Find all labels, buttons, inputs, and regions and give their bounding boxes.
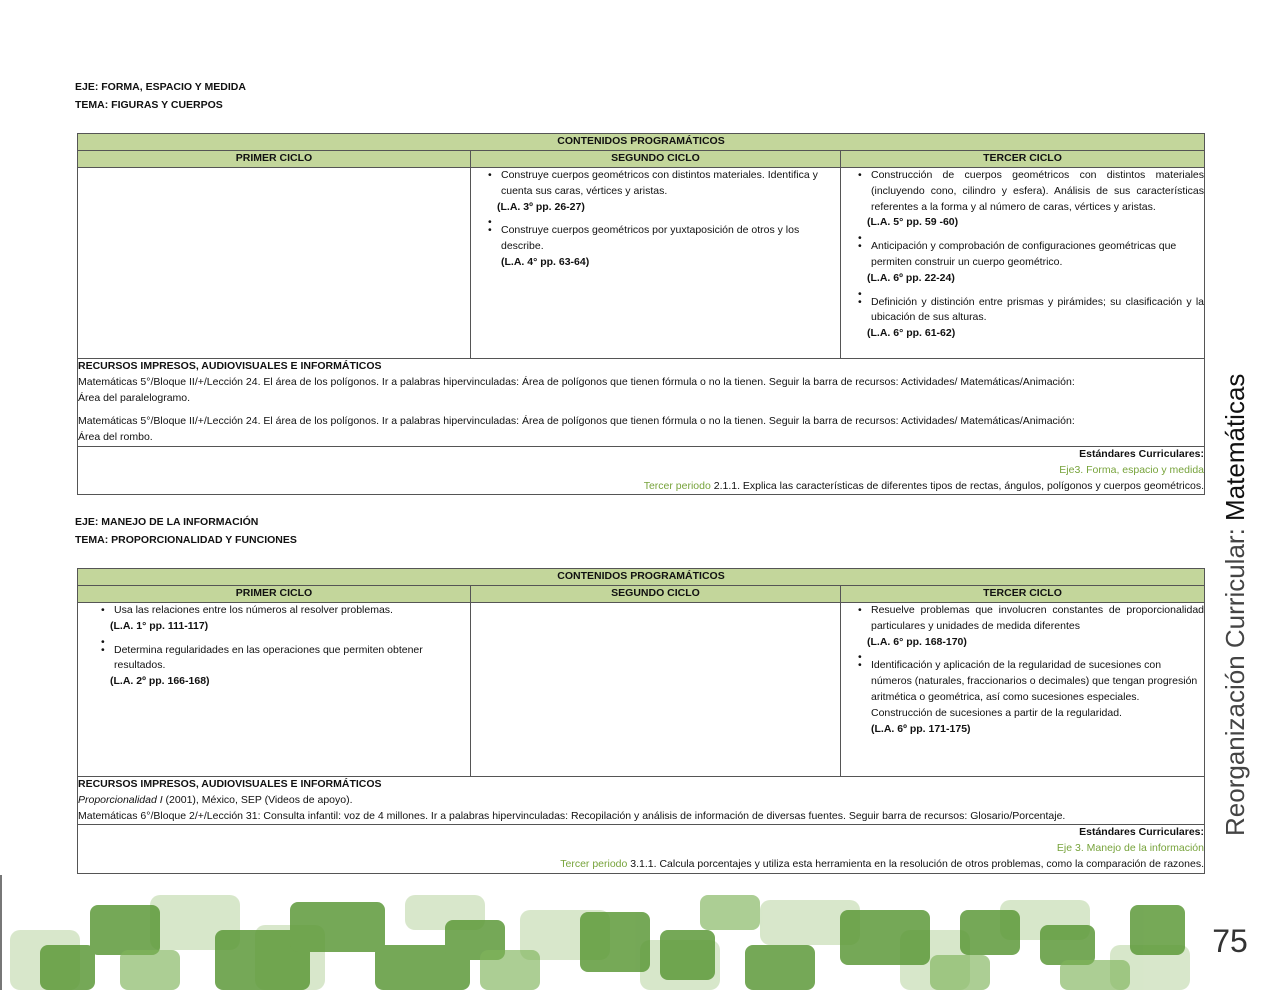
estandares-cell: [78, 446, 1205, 494]
estandares-title: Estándares Curriculares:: [1079, 447, 1204, 460]
eje-standard: Eje 3. Manejo de la información: [1056, 842, 1204, 855]
standard-line: Tercer periodo 2.1.1. Explica las características de diferentes tipos de rectas, ángulos, polígonos y cuerpos geométricos.: [643, 479, 1204, 492]
estandares-cell: [78, 825, 1205, 873]
contenidos-table-1: [77, 133, 1205, 495]
list-item: • Construye cuerpos geométricos por yuxtaposición de otros y los describe. (L.A. 4° pp. 63-64): [501, 223, 840, 270]
recurso-item: Matemáticas 5°/Bloque II/+/Lección 24. El área de los polígonos. Ir a palabras hipervinculadas: Área de polígonos que tienen fórmula o no la tienen. Seguir la barra de recursos: Actividades/ Matemáticas/Animación: Área del paralelogramo.: [78, 375, 1075, 404]
recursos-cell: [78, 777, 1205, 825]
list-item: • Resuelve problemas que involucren constantes de proporcionalidad particulares y unidades de medida diferentes (L.A. 6° pp. 168-170): [871, 603, 1204, 650]
list-item: • Definición y distinción entre prismas y pirámides; su clasificación y la ubicación de sus alturas. (L.A. 6° pp. 61-62): [871, 295, 1204, 342]
contenidos-table-2: [77, 568, 1205, 874]
footer-decoration: [0, 890, 1280, 990]
list-item: • Determina regularidades en las operaciones que permiten obtener resultados. (L.A. 2º pp. 166-168): [114, 643, 470, 690]
list-item: • Identificación y aplicación de la regularidad de sucesiones con números (naturales, fraccionarios o decimales) que tengan progresión aritmética o geométrica, así como sucesiones especiales. Construcción de sucesiones a partir de la regularidad. (L.A. 6º pp. 171-175): [871, 658, 1204, 737]
eje-heading-1: EJE: FORMA, ESPACIO Y MEDIDA: [75, 81, 246, 93]
page-number: 75: [1190, 908, 1270, 978]
contenidos-title: CONTENIDOS PROGRAMÁTICOS: [78, 134, 1205, 151]
recursos-cell: [78, 359, 1205, 447]
tema-heading-2: TEMA: PROPORCIONALIDAD Y FUNCIONES: [75, 534, 297, 546]
eje-heading-2: EJE: MANEJO DE LA INFORMACIÓN: [75, 516, 259, 528]
recurso-item: Matemáticas 5°/Bloque II/+/Lección 24. El área de los polígonos. Ir a palabras hipervinculadas: Área de polígonos que tienen fórmula o no la tienen. Seguir la barra de recursos: Actividades/ Matemáticas/Animación: Área del rombo.: [78, 415, 1075, 444]
col-segundo-ciclo: SEGUNDO CICLO: [471, 586, 841, 603]
contenidos-title: CONTENIDOS PROGRAMÁTICOS: [78, 569, 1205, 586]
tercer-ciclo-cell: [841, 603, 1205, 777]
col-tercer-ciclo: TERCER CICLO: [841, 151, 1205, 168]
recurso-item: Proporcionalidad I (2001), México, SEP (Videos de apoyo).: [78, 793, 353, 806]
estandares-title: Estándares Curriculares:: [1079, 826, 1204, 839]
col-primer-ciclo: PRIMER CICLO: [78, 151, 471, 168]
col-tercer-ciclo: TERCER CICLO: [841, 586, 1205, 603]
list-item: • Anticipación y comprobación de configuraciones geométricas que permiten construir un cuerpo geométrico. (L.A. 6º pp. 22-24): [871, 239, 1204, 286]
side-title: Reorganización Curricular: Matemáticas: [1220, 373, 1250, 836]
col-primer-ciclo: PRIMER CICLO: [78, 586, 471, 603]
segundo-ciclo-cell: [471, 603, 841, 777]
left-edge-line: [0, 875, 2, 990]
eje-standard: Eje3. Forma, espacio y medida: [1059, 463, 1204, 476]
standard-line: Tercer periodo 3.1.1. Calcula porcentajes y utiliza esta herramienta en la resolución de otros problemas, como la comparación de razones.: [560, 857, 1204, 870]
tercer-ciclo-cell: [841, 168, 1205, 359]
primer-ciclo-cell: [78, 603, 471, 777]
recursos-title: RECURSOS IMPRESOS, AUDIOVISUALES E INFORMÁTICOS: [78, 360, 382, 372]
segundo-ciclo-cell: [471, 168, 841, 359]
recurso-item: Matemáticas 6°/Bloque 2/+/Lección 31: Consulta infantil: voz de 4 millones. Ir a palabras hipervinculadas: Recopilación y análisis de información de diversas fuentes. Seguir barra de recursos: Glosario/Porcentaje.: [78, 809, 1066, 822]
primer-ciclo-cell: [78, 168, 471, 359]
col-segundo-ciclo: SEGUNDO CICLO: [471, 151, 841, 168]
list-item: • Construye cuerpos geométricos con distintos materiales. Identifica y cuenta sus caras, vértices y aristas. (L.A. 3º pp. 26-27): [501, 168, 840, 215]
recursos-title: RECURSOS IMPRESOS, AUDIOVISUALES E INFORMÁTICOS: [78, 778, 382, 790]
list-item: • Usa las relaciones entre los números al resolver problemas. (L.A. 1° pp. 111-117): [114, 603, 470, 635]
tema-heading-1: TEMA: FIGURAS Y CUERPOS: [75, 99, 223, 111]
list-item: • Construcción de cuerpos geométricos con distintos materiales (incluyendo cono, cilindro y esfera). Análisis de sus características referentes a la forma y al número de caras, vértices y aristas. (L.A. 5° pp. 59 -60): [871, 168, 1204, 231]
